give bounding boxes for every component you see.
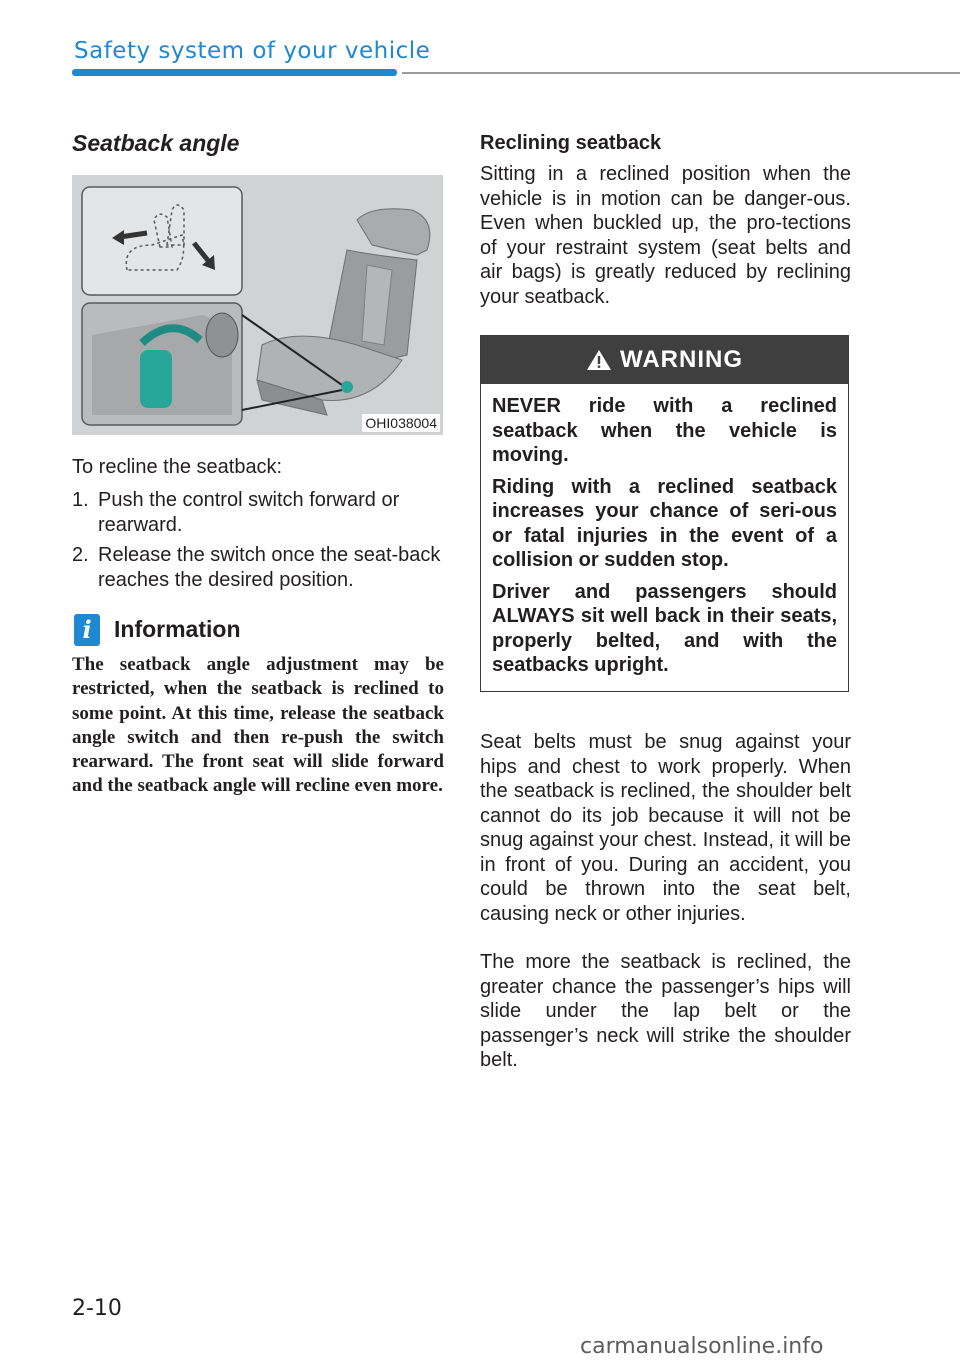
warning-box <box>480 335 849 692</box>
seat-illustration <box>72 175 443 435</box>
figure-code: OHI038004 <box>362 414 440 432</box>
warning-paragraph: Driver and passengers should ALWAYS sit well back in their seats, properly belted, and with the seatbacks upright. <box>492 580 837 676</box>
list-text: Push the control switch forward or rearward. <box>98 489 400 536</box>
info-text: The seatback angle adjustment may be restricted, when the seatback is reclined to some point. At this time, release the seatback angle switch and then re-push the switch rearward. The front seat will slide forward and the seatback angle will recline even more. <box>72 654 444 797</box>
reclining-paragraph: Sitting in a reclined position when the vehicle is in motion can be danger-ous. Even when buckled up, the pro-tections of your restraint system (seat belts and air bags) is greatly reduced by reclining your seatback. <box>480 163 851 308</box>
info-title: Information <box>114 616 241 642</box>
info-icon: i <box>74 614 100 646</box>
warning-header <box>481 336 848 384</box>
watermark: carmanualsonline.info <box>580 1334 824 1359</box>
warning-body <box>481 384 848 678</box>
reclining-seatback-title: Reclining seatback <box>480 132 662 154</box>
list-number: 1. <box>72 489 89 511</box>
seat-belt-paragraph: Seat belts must be snug against your hips and chest to work properly. When the seatback is reclined, the shoulder belt cannot do its job because it will not be snug against your chest. Instead, it will be in front of you. During an accident, you could be thrown into the seat belt, causing neck or other injuries. <box>480 731 851 925</box>
warning-triangle-icon <box>586 349 612 371</box>
intro-text: To recline the seatback: <box>72 456 283 478</box>
recline-risk-paragraph: The more the seatback is reclined, the greater chance the passenger’s hips will slide under the lap belt or the passenger’s neck will strike the shoulder belt. <box>480 951 851 1071</box>
seat-image <box>72 175 443 435</box>
warning-label: WARNING <box>620 346 743 373</box>
list-number: 2. <box>72 544 89 566</box>
seatback-angle-title: Seatback angle <box>72 130 240 156</box>
header-rule <box>402 72 960 74</box>
page-number: 2-10 <box>72 1296 122 1321</box>
section-header: Safety system of your vehicle <box>74 38 431 64</box>
warning-paragraph: Riding with a reclined seatback increases your chance of seri-ous or fatal injuries in the event of a collision or sudden stop. <box>492 475 837 571</box>
list-text: Release the switch once the seat-back reaches the desired position. <box>98 544 441 591</box>
header-accent-bar <box>72 69 397 76</box>
list-item <box>72 488 444 537</box>
list-item <box>72 543 444 592</box>
warning-paragraph: NEVER ride with a reclined seatback when the vehicle is moving. <box>492 395 837 466</box>
